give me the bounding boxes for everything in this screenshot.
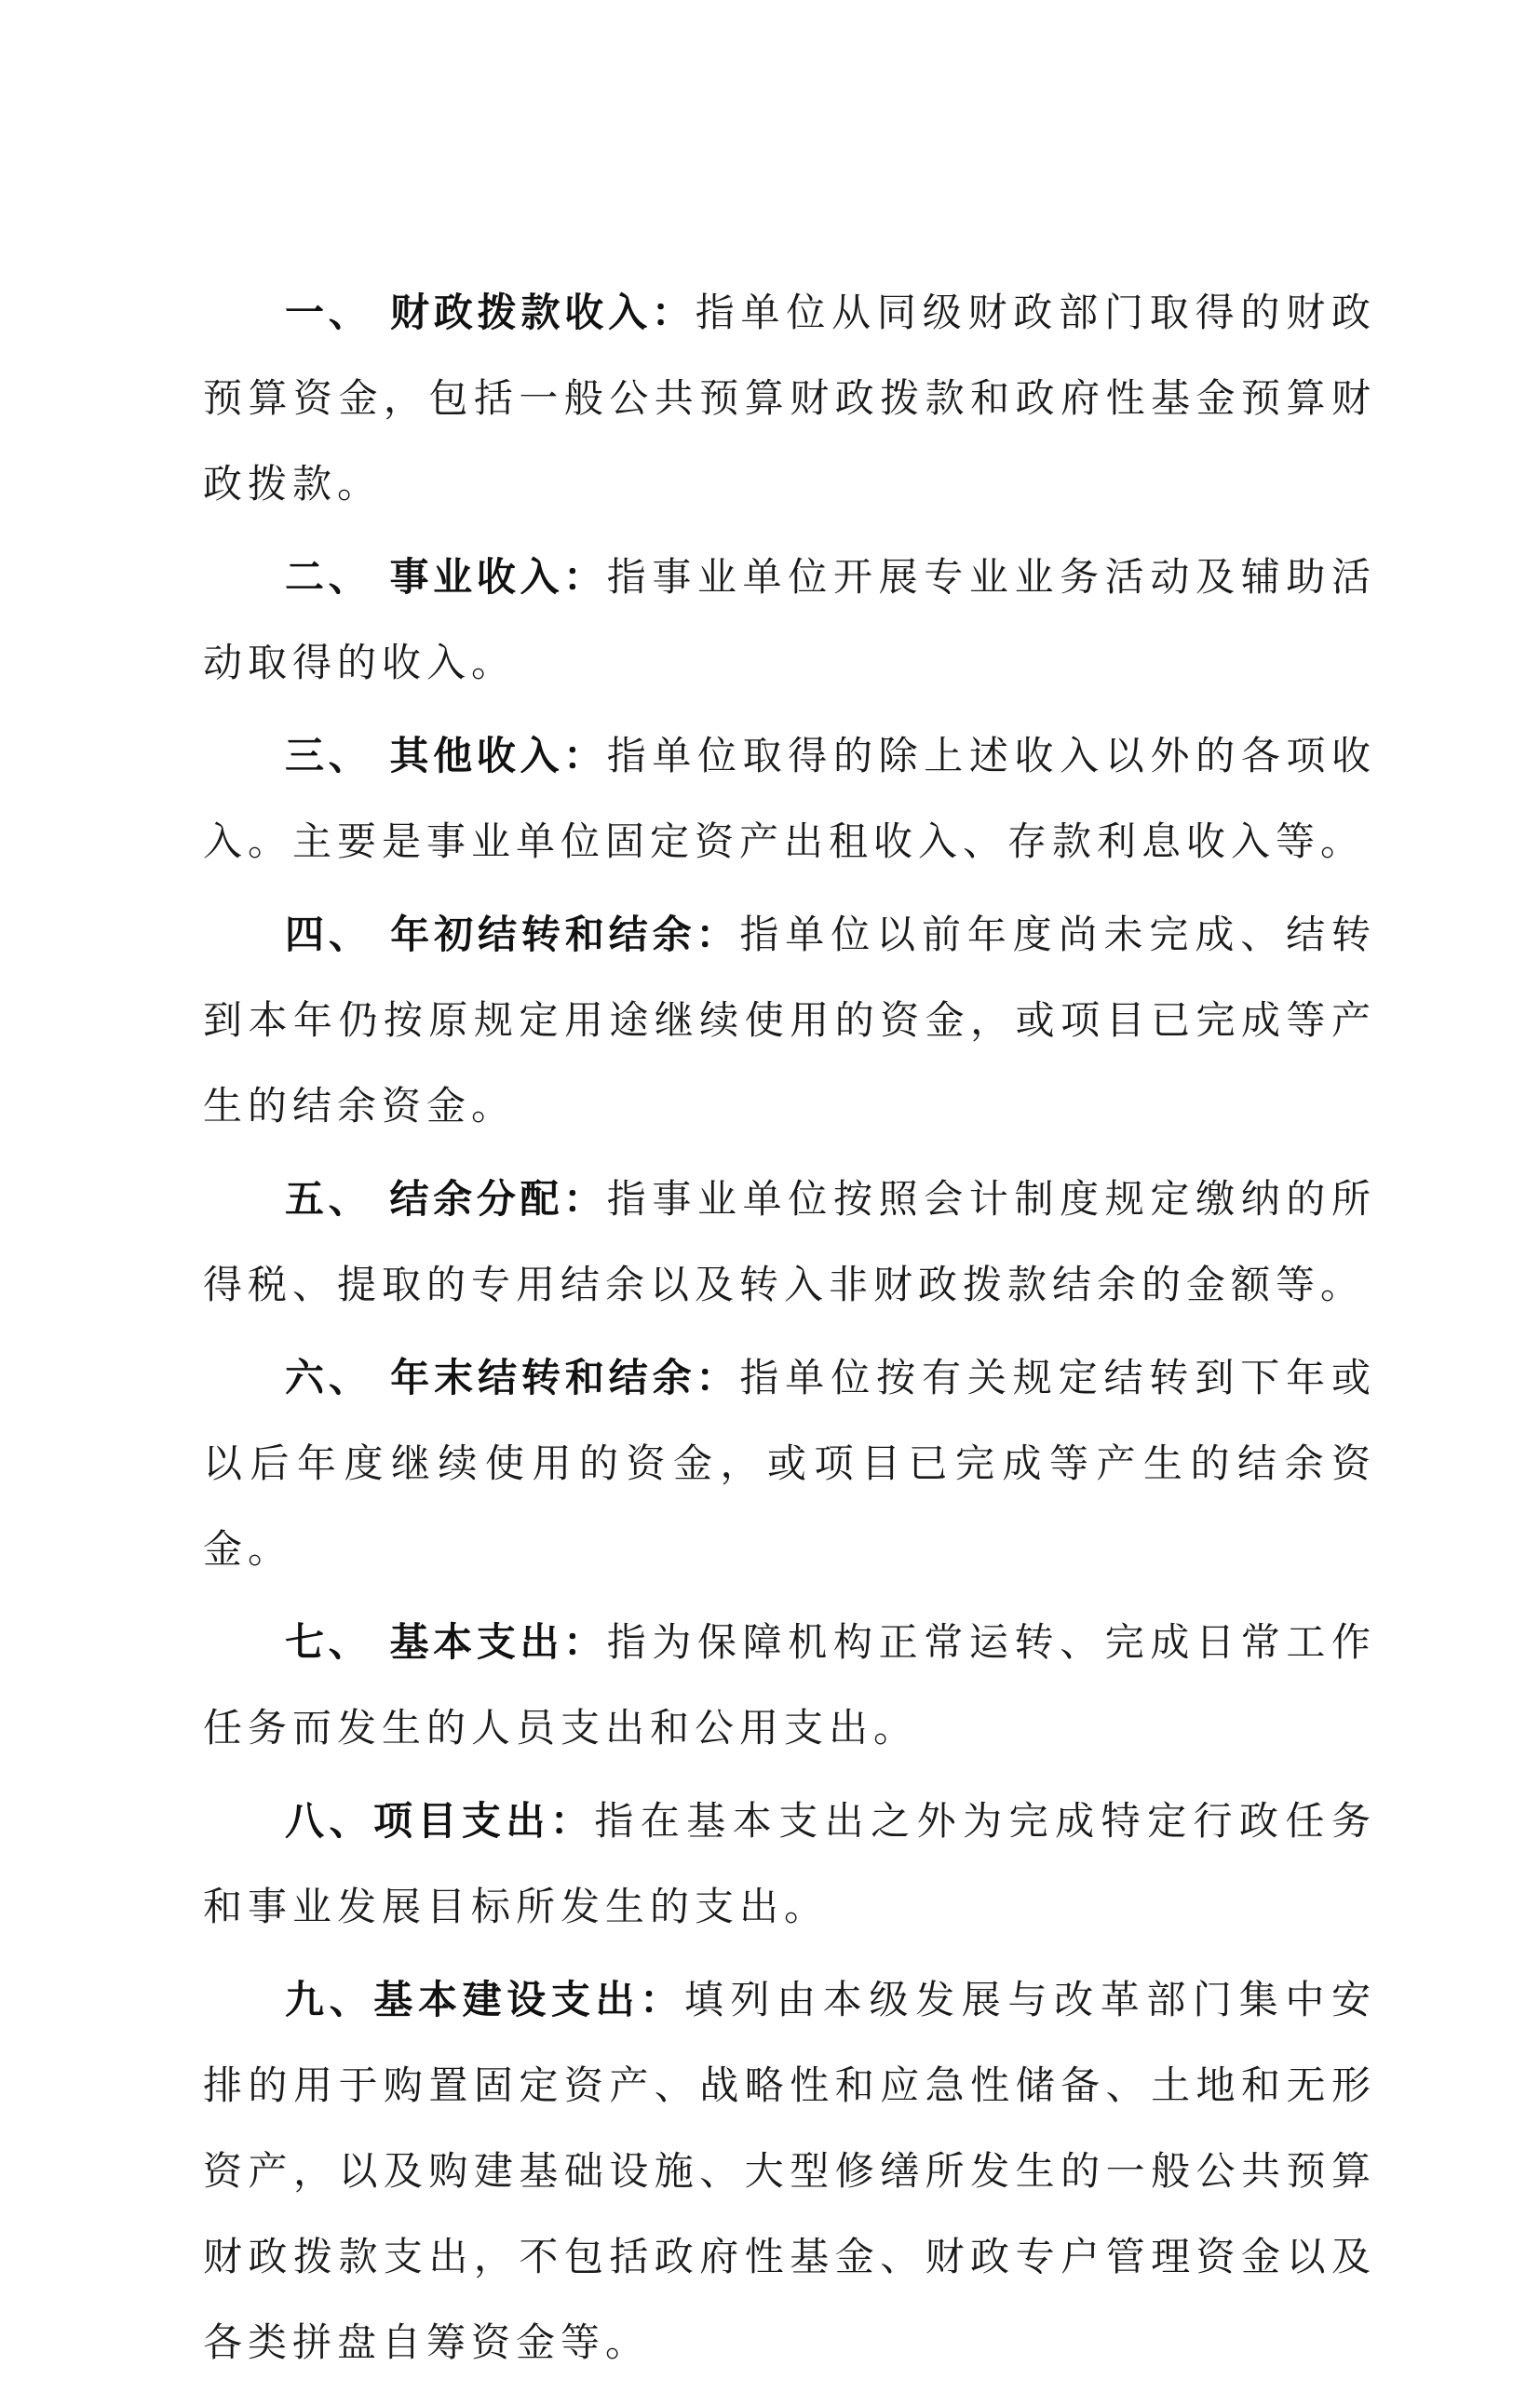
definition-item [203,1957,1376,2386]
definition-term: 一、 财政拨款收入： [285,290,696,335]
definition-item [203,270,1376,527]
definition-term: 五、 结余分配： [285,1176,607,1222]
definition-term: 六、 年末结转和结余： [285,1355,740,1400]
definition-item [203,1778,1376,1950]
definition-term: 八、项目支出： [285,1798,595,1844]
definition-item [203,1156,1376,1328]
definition-text: 填列由本级发展与改革部门集中安排的用于购置固定资产、战略性和应急性储备、土地和无形资产，以及购建基础设施、大型修缮所发生的一般公共预算财政拨款支出，不包括政府性基金、财政专户管理资金以及各类拼盘自筹资金等。 [203,1977,1376,2365]
definition-text: 指为保障机构正常运转、完成日常工作任务而发生的人员支出和公用支出。 [203,1619,1376,1751]
definition-term: 三、 其他收入： [285,733,607,778]
definition-text: 指单位取得的除上述收入以外的各项收入。主要是事业单位固定资产出租收入、存款利息收入等。 [203,733,1376,864]
definition-term: 七、 基本支出： [285,1619,607,1665]
definition-text: 指在基本支出之外为完成特定行政任务和事业发展目标所发生的支出。 [203,1798,1376,1929]
definition-item [203,713,1376,885]
definition-item [203,1600,1376,1771]
definition-term: 四、 年初结转和结余： [285,912,740,957]
definition-text: 指单位按有关规定结转到下年或以后年度继续使用的资金，或项目已完成等产生的结余资金。 [203,1355,1376,1572]
definition-item [203,892,1376,1149]
definition-text: 指单位以前年度尚未完成、结转到本年仍按原规定用途继续使用的资金，或项目已完成等产生的结余资金。 [203,912,1376,1129]
definition-text: 指事业单位按照会计制度规定缴纳的所得税、提取的专用结余以及转入非财政拨款结余的金额等。 [203,1176,1376,1307]
definition-text: 指单位从同级财政部门取得的财政预算资金，包括一般公共预算财政拨款和政府性基金预算财政拨款。 [203,290,1376,507]
definition-term: 二、 事业收入： [285,554,607,600]
definition-text: 指事业单位开展专业业务活动及辅助活动取得的收入。 [203,554,1376,685]
definition-item [203,534,1376,706]
definition-term: 九、基本建设支出： [285,1977,684,2022]
definitions-list [203,270,1376,2393]
definition-item [203,1335,1376,1592]
